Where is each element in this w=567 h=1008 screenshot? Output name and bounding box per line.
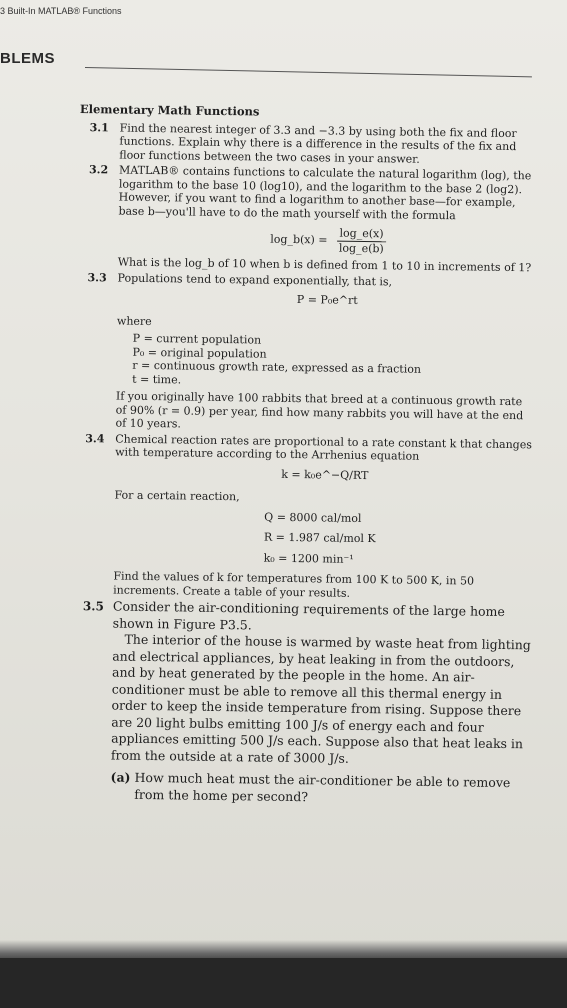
problem-number: 3.4 (85, 431, 105, 445)
problem-number: 3.3 (87, 270, 107, 284)
problem-3-3 (75, 270, 537, 435)
problem-3-1 (79, 120, 540, 167)
definition-item: P₀ = original population (132, 345, 267, 361)
problem-text: Find the nearest integer of 3.3 and −3.3 by using both the fix and floor functions. Explain why there is a difference in the results of the fix and floor functions between the two cases in your answer. (119, 121, 517, 166)
chapter-tag: BLEMS (0, 50, 55, 67)
arrhenius-equation: k = k₀e^−Q/RT (281, 467, 369, 482)
running-head: 3 Built-In MATLAB® Functions (0, 6, 122, 16)
problem-text: Consider the air-conditioning requirements of the large home shown in Figure P3.5. (112, 598, 505, 632)
definition-item: P = current population (132, 331, 262, 347)
constant-item: R = 1.987 cal/mol K (263, 530, 376, 546)
population-equation: P = P₀e^rt (296, 293, 358, 307)
problem-number: 3.2 (88, 163, 109, 177)
problem-text: MATLAB® contains functions to calculate the natural logarithm (log), the logarithm to the base 10 (log10), and the logarithm to the base 2 (log2). However, if you want to find a logarithm to another base—for example, base b—you'll have to do the math yourself with the formula (118, 163, 532, 222)
problems-content (70, 103, 540, 810)
part-label: (a) (110, 769, 131, 785)
formula-denominator: log_e(b) (338, 241, 384, 255)
constant-item: Q = 8000 cal/mol (264, 510, 362, 525)
problem-paragraph: The interior of the house is warmed by waste heat from lighting and electrical appliances, by heat leaking in from the outdoors, and by heat generated by the people in the home. An air-conditioner must be able to remove all this thermal energy in order to keep the inside temperature from rising. Suppose there are 20 light bulbs emitting 100 J/s of energy each and four appliances emitting 500 J/s each. Suppose also that heat leaks in from the outside at a rate of 3000 J/s. (110, 631, 531, 766)
constant-item: k₀ = 1200 min⁻¹ (263, 551, 354, 566)
formula-lhs: log_b(x) = (270, 232, 328, 247)
section-title: Elementary Math Functions (79, 102, 260, 119)
problem-text: Chemical reaction rates are proportional to a rate constant k that changes with temperature according to the Arrhenius equation (115, 432, 533, 463)
formula-numerator: log_e(x) (337, 227, 386, 242)
variable-definitions (132, 332, 537, 392)
problem-number: 3.5 (82, 599, 104, 614)
formula-fraction (337, 227, 386, 256)
problem-3-5 (70, 598, 533, 808)
problem-3-4 (73, 431, 535, 602)
where-label: where (116, 314, 152, 328)
problem-part-a (110, 769, 530, 808)
problem-3-2 (78, 163, 539, 275)
problem-question: Find the values of k for temperatures from 100 K to 500 K, in 50 increments. Create a table of your results. (113, 569, 475, 600)
log-base-formula (118, 224, 538, 258)
part-text: How much heat must the air-conditioner be able to remove from the home per second? (134, 769, 511, 804)
header-rule (85, 67, 532, 77)
problem-question: What is the log_b of 10 when b is defined from 1 to 10 in increments of 1? (117, 255, 532, 275)
reaction-constants (264, 510, 535, 568)
definition-item: t = time. (132, 372, 182, 386)
background-surface (0, 958, 567, 1008)
definition-item: r = continuous growth rate, expressed as a fraction (132, 358, 422, 376)
reaction-intro: For a certain reaction, (114, 488, 240, 504)
problem-text: Populations tend to expand exponentially, that is, (117, 271, 393, 288)
problem-question: If you originally have 100 rabbits that breed at a continuous growth rate of 90% (r = 0.9) per year, find how many rabbits you will have at the end of 10 years. (115, 389, 524, 431)
problem-number: 3.1 (89, 120, 109, 134)
